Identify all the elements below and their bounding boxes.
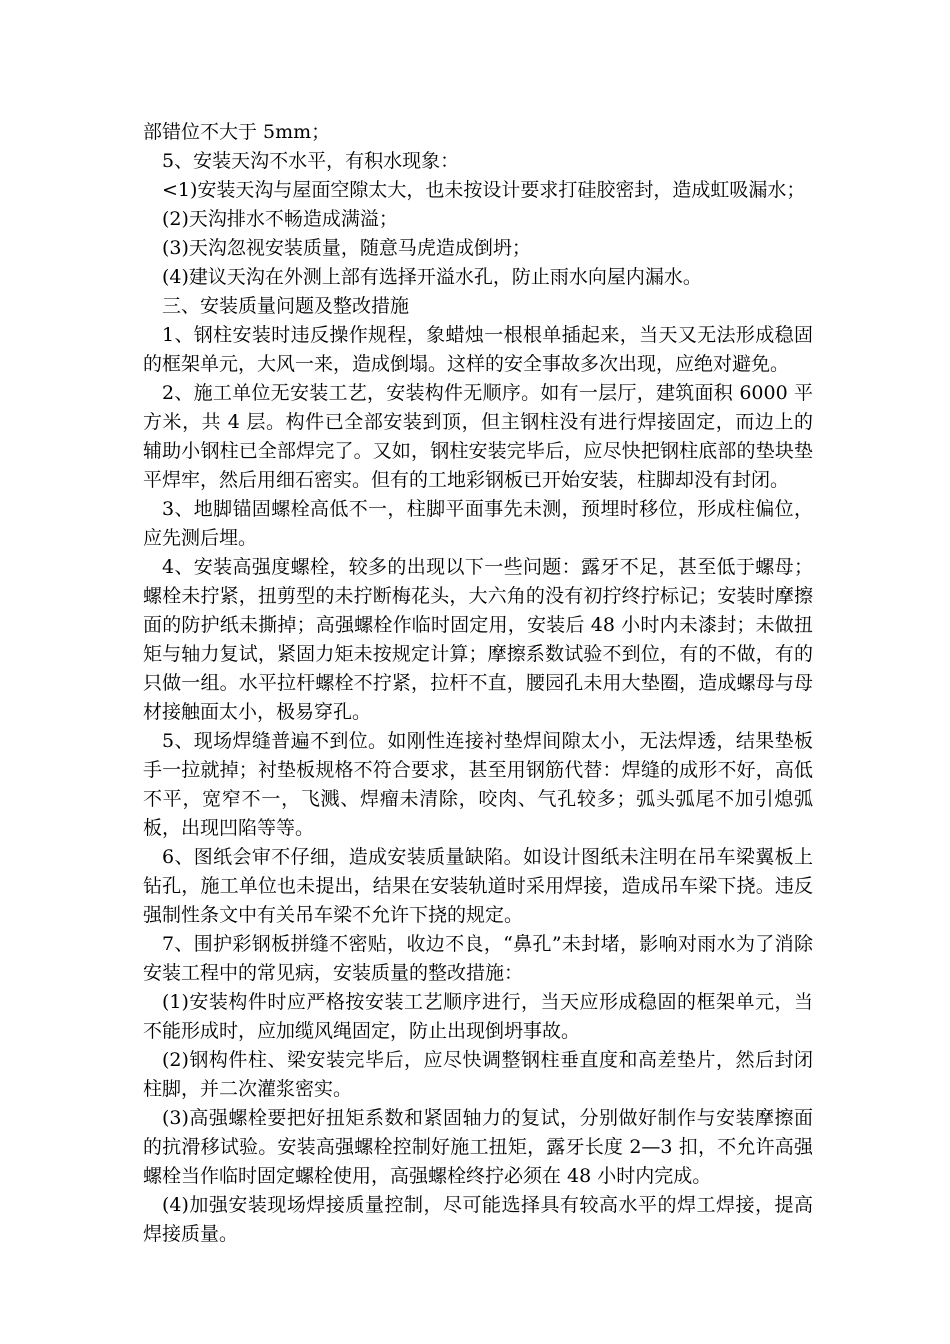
- paragraph: (2)天沟排水不畅造成满溢；: [162, 208, 398, 230]
- paragraph: 部错位不大于 5mm；: [143, 121, 331, 143]
- paragraph: 5、现场焊缝普遍不到位。如刚性连接衬垫焊间隙太小，无法焊透，结果垫板手一拉就掉；衬垫板规格不符合要求，甚至用钢筋代替：焊缝的成形不好，高低不平，宽窄不一，飞溅、焊瘤未清除，咬肉、气孔较多；弧头弧尾不加引熄弧板，出现凹陷等等。: [143, 730, 813, 839]
- paragraph: (4)加强安装现场焊接质量控制，尽可能选择具有较高水平的焊工焊接，提高焊接质量。: [143, 1194, 813, 1245]
- paragraph: (3)天沟忽视安装质量，随意马虎造成倒坍；: [162, 237, 531, 259]
- paragraph: (3)高强螺栓要把好扭矩系数和紧固轴力的复试，分别做好制作与安装摩擦面的抗滑移试验。安装高强螺栓控制好施工扭矩，露牙长度 2—3 扣，不允许高强螺栓当作临时固定螺栓使用，高强螺栓终拧必须在 48 小时内完成。: [143, 1107, 813, 1187]
- paragraph: 2、施工单位无安装工艺，安装构件无顺序。如有一层厅，建筑面积 6000 平方米，共 4 层。构件已全部安装到顶，但主钢柱没有进行焊接固定，而边上的辅助小钢柱已全部焊完了。又如，钢柱安装完毕后，应尽快把钢柱底部的垫块垫平焊牢，然后用细石密实。但有的工地彩钢板已开始安装，柱脚却没有封闭。: [143, 382, 813, 491]
- document-body: [143, 118, 813, 1249]
- paragraph: 3、地脚锚固螺栓高低不一，柱脚平面事先未测，预埋时移位，形成柱偏位，应先测后埋。: [143, 498, 813, 549]
- paragraph: 6、图纸会审不仔细，造成安装质量缺陷。如设计图纸未注明在吊车梁翼板上钻孔，施工单位也未提出，结果在安装轨道时采用焊接，造成吊车梁下挠。违反强制性条文中有关吊车梁不允许下挠的规定。: [143, 846, 813, 926]
- paragraph: 1、钢柱安装时违反操作规程，象蜡烛一根根单插起来，当天又无法形成稳固的框架单元，大风一来，造成倒塌。这样的安全事故多次出现，应绝对避免。: [143, 324, 813, 375]
- paragraph: 4、安装高强度螺栓，较多的出现以下一些问题：露牙不足，甚至低于螺母；螺栓未拧紧，扭剪型的未拧断梅花头，大六角的没有初拧终拧标记；安装时摩擦面的防护纸未撕掉；高强螺栓作临时固定用，安装后 48 小时内未漆封；未做扭矩与轴力复试，紧固力矩未按规定计算；摩擦系数试验不到位，有的不做，有的只做一组。水平拉杆螺栓不拧紧，拉杆不直，腰园孔未用大垫圈，造成螺母与母材接触面太小，极易穿孔。: [143, 556, 813, 723]
- paragraph: (1)安装构件时应严格按安装工艺顺序进行，当天应形成稳固的框架单元，当不能形成时，应加缆风绳固定，防止出现倒坍事故。: [143, 991, 813, 1042]
- paragraph: (2)钢构件柱、梁安装完毕后，应尽快调整钢柱垂直度和高差垫片，然后封闭柱脚，并二次灌浆密实。: [143, 1049, 813, 1100]
- paragraph: <1)安装天沟与屋面空隙太大，也未按设计要求打硅胶密封，造成虹吸漏水；: [162, 179, 806, 201]
- section-heading: 三、安装质量问题及整改措施: [162, 295, 410, 317]
- paragraph: 5、安装天沟不水平，有积水现象：: [162, 150, 460, 172]
- paragraph: (4)建议天沟在外测上部有选择开溢水孔，防止雨水向屋内漏水。: [162, 266, 702, 288]
- paragraph: 7、围护彩钢板拼缝不密贴，收边不良，“鼻孔”未封堵，影响对雨水为了消除安装工程中的常见病，安装质量的整改措施：: [143, 933, 813, 984]
